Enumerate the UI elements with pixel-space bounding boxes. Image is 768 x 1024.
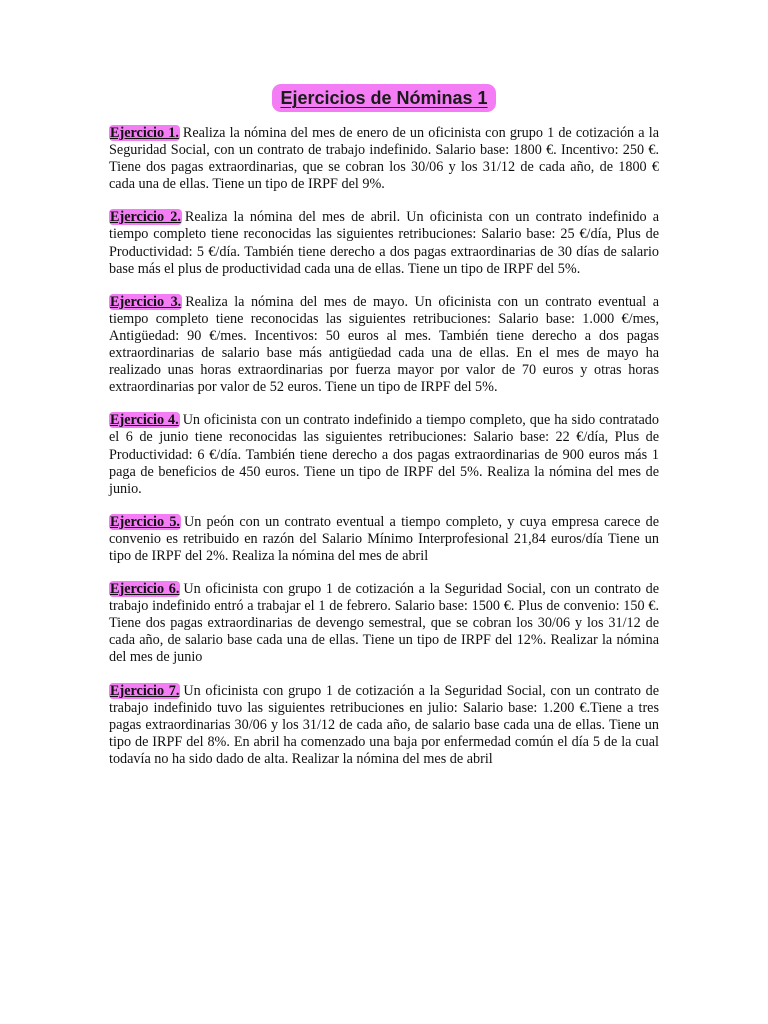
exercise-label: Ejercicio 2. — [110, 209, 181, 226]
title-container — [0, 84, 768, 112]
exercise-3 — [109, 294, 659, 397]
exercise-label: Ejercicio 7. — [110, 682, 180, 699]
exercise-text: Un oficinista con grupo 1 de cotización a la Seguridad Social, con un contrato de trabajo indefinido entró a trabajar el 1 de febrero. Salario base: 1500 €. Plus de convenio: 150 €. Tiene dos pagas extraordinarias de devengo semestral, que se cobran los 30/06 y los 31/12 de cada año, de salario base cada una de ellas. Tiene un tipo de IRPF del 12%. Realizar la nómina del mes de junio — [109, 581, 659, 666]
exercise-5 — [109, 514, 659, 565]
exercise-text: Realiza la nómina del mes de enero de un oficinista con grupo 1 de cotización a la Seguridad Social, con un contrato de trabajo indefinido. Salario base: 1800 €. Incentivo: 250 €. Tiene dos pagas extraordinarias, que se cobran los 30/06 y los 31/12 de cada año, de 1800 € cada una de ellas. Tiene un tipo de IRPF del 9%. — [109, 125, 659, 193]
exercise-4 — [109, 412, 659, 497]
exercise-text: Un oficinista con grupo 1 de cotización a la Seguridad Social, con un contrato de trabajo indefinido tuvo las siguientes retribuciones en julio: Salario base: 1.200 €.Tiene a tres pagas extraordinarias 30/06 y los 31/12 de cada año, de salario base cada una de ellas. Tiene un tipo de IRPF del 8%. En abril ha comenzado una baja por enfermedad común el día 5 de la cual todavía no ha sido dado de alta. Realizar la nómina del mes de abril — [109, 682, 659, 767]
exercise-text: Un peón con un contrato eventual a tiempo completo, y cuya empresa carece de convenio es retribuido en razón del Salario Mínimo Interprofesional 21,84 euros/día Tiene un tipo de IRPF del 2%. Realiza la nómina del mes de abril — [109, 513, 659, 564]
exercise-6 — [109, 581, 659, 666]
document-title: Ejercicios de Nóminas 1 — [272, 84, 495, 112]
exercise-1 — [109, 125, 659, 193]
exercise-label: Ejercicio 4. — [110, 412, 179, 429]
exercise-label: Ejercicio 3. — [110, 293, 182, 310]
exercise-label: Ejercicio 5. — [110, 513, 180, 530]
exercise-2 — [109, 209, 659, 277]
exercise-label: Ejercicio 6. — [110, 581, 180, 598]
exercise-7 — [109, 683, 659, 768]
exercise-text: Un oficinista con un contrato indefinido a tiempo completo, que ha sido contratado el 6 de junio tiene reconocidas las siguientes retribuciones: Salario base: 22 €/día, Plus de Productividad: 6 €/día. También tiene derecho a dos pagas extraordinarias de 900 euros más 1 paga de beneficios de 450 euros. Tiene un tipo de IRPF del 5%. Realiza la nómina del mes de junio. — [109, 412, 659, 497]
exercise-list — [109, 125, 659, 784]
exercise-label: Ejercicio 1. — [110, 125, 179, 141]
exercise-text: Realiza la nómina del mes de mayo. Un oficinista con un contrato eventual a tiempo completo tiene reconocidas las siguientes retribuciones: Salario base: 1.000 €/mes, Antigüedad: 90 €/mes. Incentivos: 50 euros al mes. También tiene derecho a dos pagas extraordinarias de salario base más antigüedad cada una de ellas. En el mes de mayo ha realizado unas horas extraordinarias por fuerza mayor por valor de 70 euros y otras horas extraordinarias por valor de 52 euros. Tiene un tipo de IRPF del 5%. — [109, 293, 659, 396]
exercise-text: Realiza la nómina del mes de abril. Un oficinista con un contrato indefinido a tiempo completo tiene reconocidas las siguientes retribuciones: Salario base: 25 €/día, Plus de Productividad: 5 €/día. También tiene derecho a dos pagas extraordinarias de 30 días de salario base más el plus de productividad cada una de ellas. Tiene un tipo de IRPF del 5%. — [109, 209, 659, 277]
